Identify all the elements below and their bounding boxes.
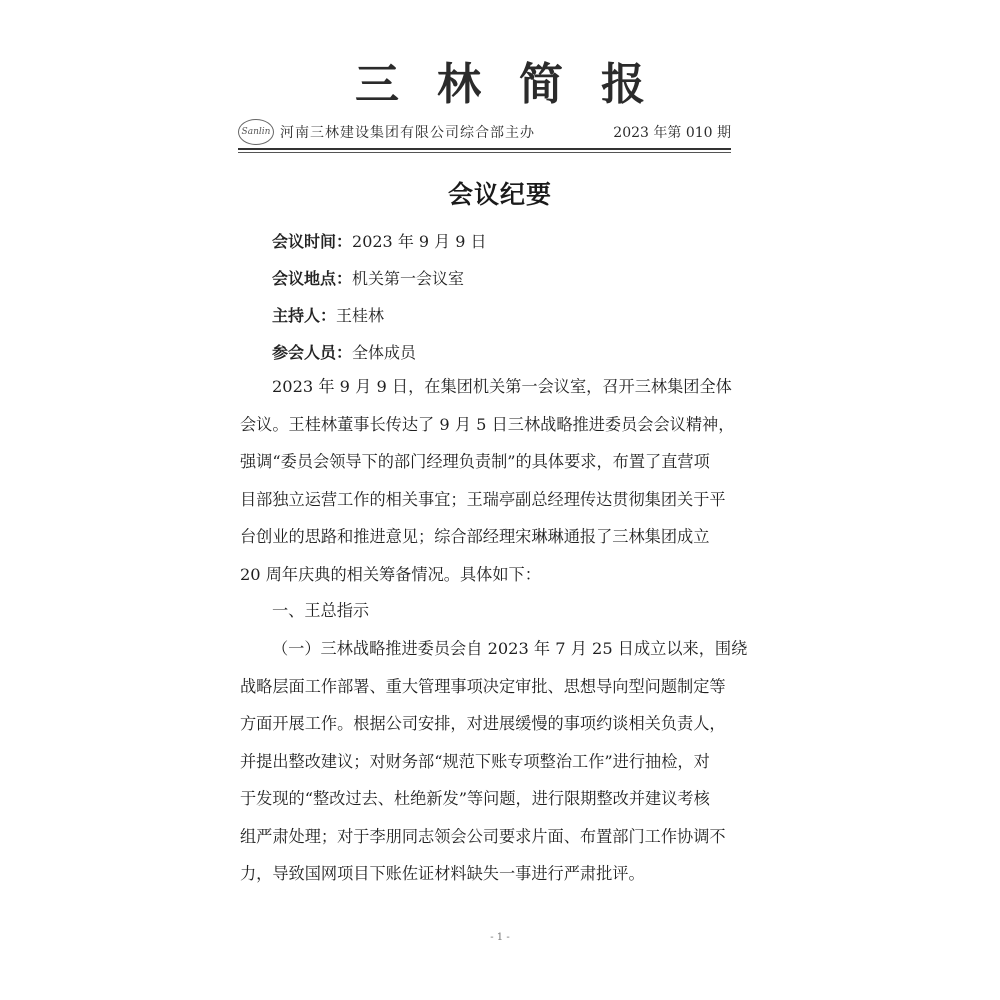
paragraph-line: 战略层面工作部署、重大管理事项决定审批、思想导向型问题制定等 — [240, 676, 726, 696]
meta-value: 机关第一会议室 — [352, 269, 465, 288]
meta-value: 2023 年 9 月 9 日 — [352, 232, 487, 251]
paragraph-line: 2023 年 9 月 9 日，在集团机关第一会议室，召开三林集团全体 — [272, 377, 732, 396]
paragraph-line: 会议。王桂林董事长传达了 9 月 5 日三林战略推进委员会会议精神， — [240, 414, 735, 434]
paragraph-line: 组严肃处理；对于李朋同志领会公司要求片面、布置部门工作协调不 — [240, 826, 726, 846]
header-rule-thin — [238, 152, 731, 153]
meta-label: 会议时间： — [272, 232, 353, 251]
header-rule-thick — [238, 148, 731, 150]
meta-value: 全体成员 — [352, 343, 417, 362]
organizer-text: 河南三林建设集团有限公司综合部主办 — [280, 125, 535, 141]
section1-paragraph — [240, 630, 748, 893]
intro-paragraph — [240, 368, 740, 593]
meta-attendees — [272, 340, 416, 363]
paragraph-line: 于发现的“整改过去、杜绝新发”等问题，进行限期整改并建议考核 — [240, 789, 710, 808]
logo-text: Sanlin — [241, 127, 271, 137]
meta-host — [272, 303, 384, 326]
masthead-title: 三林简报 — [355, 59, 683, 110]
paragraph-line: 台创业的思路和推进意见；综合部经理宋琳琳通报了三林集团成立 — [240, 527, 710, 546]
paragraph-line: （一）三林战略推进委员会自 2023 年 7 月 25 日成立以来，围绕 — [272, 639, 748, 658]
org-group — [238, 119, 535, 145]
meta-meeting-time — [272, 229, 487, 252]
paragraph-line: 并提出整改建议；对财务部“规范下账专项整治工作”进行抽检，对 — [240, 751, 710, 771]
meta-label: 主持人： — [272, 306, 337, 325]
header-line — [238, 115, 731, 149]
company-logo-icon — [238, 119, 274, 145]
paragraph-line: 20 周年庆典的相关筹备情况。具体如下： — [240, 564, 541, 584]
paragraph-line: 强调“委员会领导下的部门经理负责制”的具体要求，布置了直营项 — [240, 452, 710, 471]
meta-label: 参会人员： — [272, 343, 353, 362]
section-heading: 一、王总指示 — [272, 601, 370, 620]
document-title: 会议纪要 — [447, 180, 552, 209]
page-number: - 1 - — [490, 932, 510, 943]
paragraph-line: 力，导致国网项目下账佐证材料缺失一事进行严肃批评。 — [240, 864, 645, 883]
meta-value: 王桂林 — [336, 306, 385, 325]
meta-meeting-location — [272, 266, 464, 289]
paragraph-line: 方面开展工作。根据公司安排，对进展缓慢的事项约谈相关负责人， — [240, 714, 726, 733]
paragraph-line: 目部独立运营工作的相关事宜；王瑞亭副总经理传达贯彻集团关于平 — [240, 489, 726, 509]
meta-label: 会议地点： — [272, 269, 353, 288]
issue-number: 2023 年第 010 期 — [613, 125, 731, 141]
